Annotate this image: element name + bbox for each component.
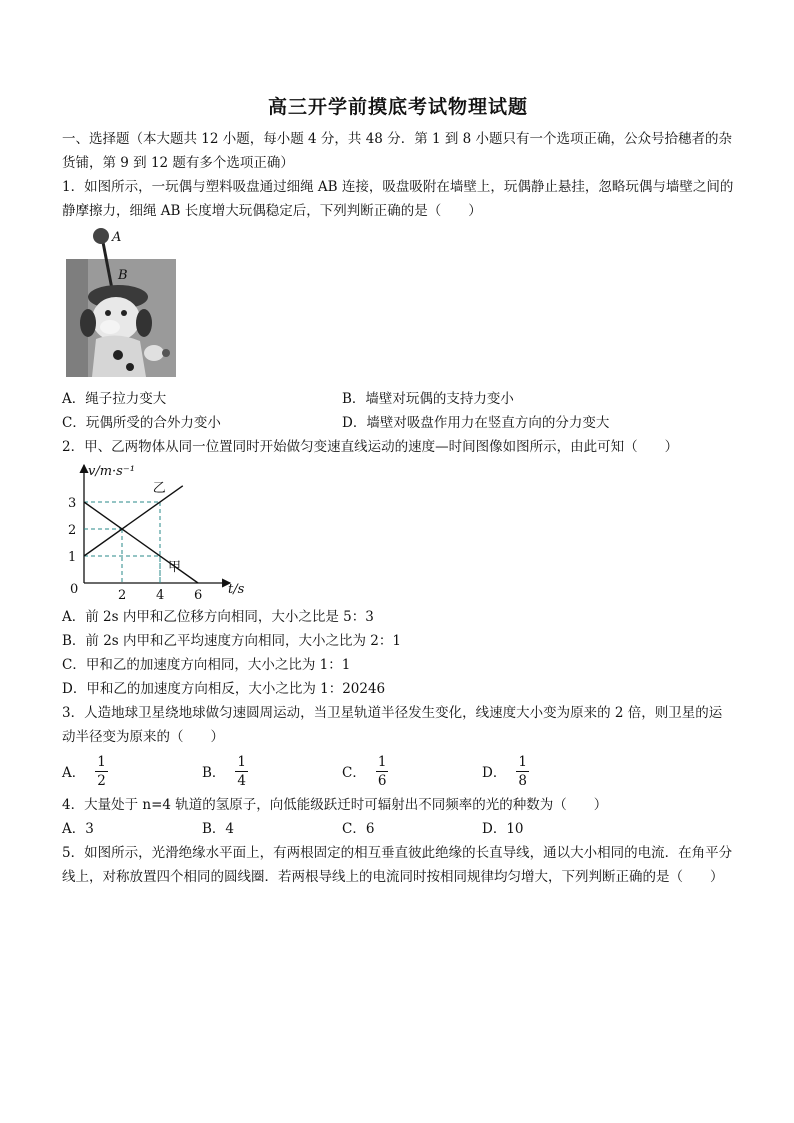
question-4-option-c[interactable]: C．6: [342, 821, 375, 837]
question-2-option-a[interactable]: A．前 2s 内甲和乙位移方向相同，大小之比是 5：3: [62, 609, 374, 625]
doll-face: [92, 297, 140, 341]
question-1-option-d[interactable]: D．墙壁对吸盘作用力在竖直方向的分力变大: [342, 415, 610, 431]
question-3-option-a[interactable]: [62, 753, 202, 790]
option-letter: B．: [202, 765, 226, 781]
fraction: [376, 753, 389, 790]
x-tick-label-2: 6: [194, 588, 203, 601]
series-label-1: 乙: [152, 480, 166, 496]
question-1-stem: 1．如图所示，一玩偶与塑料吸盘通过细绳 AB 连接，吸盘吸附在墙壁上，玩偶静止悬挂，忽略玩偶与墙壁之间的静摩擦力，细绳 AB 长度增大玩偶稳定后，下列判断正确的是（ ）: [62, 179, 734, 219]
doll-spot-1: [113, 350, 123, 360]
question-4-option-b[interactable]: B．4: [202, 821, 235, 837]
option-letter: A．: [62, 765, 86, 781]
question-2-stem: 2．甲、乙两物体从同一位置同时开始做匀变速直线运动的速度—时间图像如图所示，由此可知（ ）: [62, 439, 679, 455]
question-4-options: [62, 817, 734, 841]
series-line-1: [84, 486, 183, 556]
question-3-option-b[interactable]: [202, 753, 342, 790]
fraction: [516, 753, 529, 790]
question-3-option-c[interactable]: [342, 753, 482, 790]
y-axis-label: v/m·s⁻¹: [88, 464, 135, 479]
doll-eye-right: [121, 310, 127, 316]
question-3-stem: 3．人造地球卫星绕地球做匀速圆周运动，当卫星轨道半径发生变化，线速度大小变为原来的 2 倍，则卫星的运动半径变为原来的（ ）: [62, 705, 723, 745]
page-title: 高三开学前摸底考试物理试题: [267, 96, 528, 118]
x-axis-label: t/s: [228, 582, 245, 597]
question-1-options-row-1: [62, 387, 734, 411]
x-tick-label-1: 4: [156, 588, 165, 601]
question-1-options-row-2: [62, 411, 734, 435]
numerator: 1: [518, 753, 527, 770]
option-letter: D．: [482, 765, 507, 781]
numerator: 1: [97, 753, 106, 770]
question-3-option-d[interactable]: [482, 753, 622, 790]
doll-paw: [144, 345, 164, 361]
question-3-options: [62, 749, 734, 793]
denominator: 2: [97, 772, 106, 789]
question-4-option-a[interactable]: A．3: [62, 821, 94, 837]
denominator: 6: [377, 772, 387, 789]
velocity-time-graph: [62, 461, 262, 601]
series-label-0: 甲: [168, 560, 182, 575]
denominator: 8: [518, 772, 527, 789]
question-1-option-b[interactable]: B．墙壁对玩偶的支持力变小: [342, 391, 514, 407]
doll-snout: [100, 320, 120, 334]
doll-ear-right: [136, 309, 152, 337]
exam-page: [62, 92, 734, 889]
doll-ear-left: [80, 309, 96, 337]
numerator: 1: [237, 753, 247, 770]
option-letter: C．: [342, 765, 366, 781]
question-4-option-d[interactable]: D．10: [482, 821, 524, 837]
question-1-option-c[interactable]: C．玩偶所受的合外力变小: [62, 415, 221, 431]
doll-spot-2: [126, 363, 134, 371]
question-2-option-c[interactable]: C．甲和乙的加速度方向相同，大小之比为 1：1: [62, 657, 351, 673]
y-tick-label-2: 3: [68, 496, 77, 511]
question-2-option-b[interactable]: B．前 2s 内甲和乙平均速度方向相同，大小之比为 2：1: [62, 633, 401, 649]
doll-eye-left: [105, 310, 111, 316]
fraction: [235, 753, 248, 790]
numerator: 1: [377, 753, 387, 770]
y-tick-label-1: 2: [68, 523, 77, 538]
guide-lines: [84, 502, 160, 583]
label-a: A: [112, 230, 122, 245]
x-tick-label-0: 2: [118, 588, 127, 601]
question-5-stem: 5．如图所示，光滑绝缘水平面上，有两根固定的相互垂直彼此绝缘的长直导线，通以大小相同的电流．在角平分线上，对称放置四个相同的圆线圈．若两根导线上的电流同时按相同规律均匀增大，下列判断正确的是（ ）: [62, 845, 733, 885]
question-2-option-d[interactable]: D．甲和乙的加速度方向相反，大小之比为 1：20246: [62, 681, 386, 697]
suction-cup: [93, 228, 109, 244]
fraction: [95, 753, 108, 790]
series-lines: [84, 481, 198, 583]
denominator: 4: [237, 772, 247, 789]
doll-photo: [66, 227, 176, 377]
tick-labels: [68, 496, 202, 601]
question-1-option-a[interactable]: A．绳子拉力变大: [62, 391, 167, 407]
label-b: B: [118, 268, 128, 283]
question-4-stem: 4．大量处于 n=4 轨道的氢原子，向低能级跃迁时可辐射出不同频率的光的种数为（ ）: [62, 797, 608, 813]
origin-label: 0: [70, 582, 79, 597]
section-heading: 一、选择题（本大题共 12 小题，每小题 4 分，共 48 分．第 1 到 8 小题只有一个选项正确，公众号拾穗者的杂货铺，第 9 到 12 题有多个选项正确）: [62, 131, 733, 171]
y-tick-label-0: 1: [68, 550, 77, 565]
doll-paw-spot: [162, 349, 170, 357]
